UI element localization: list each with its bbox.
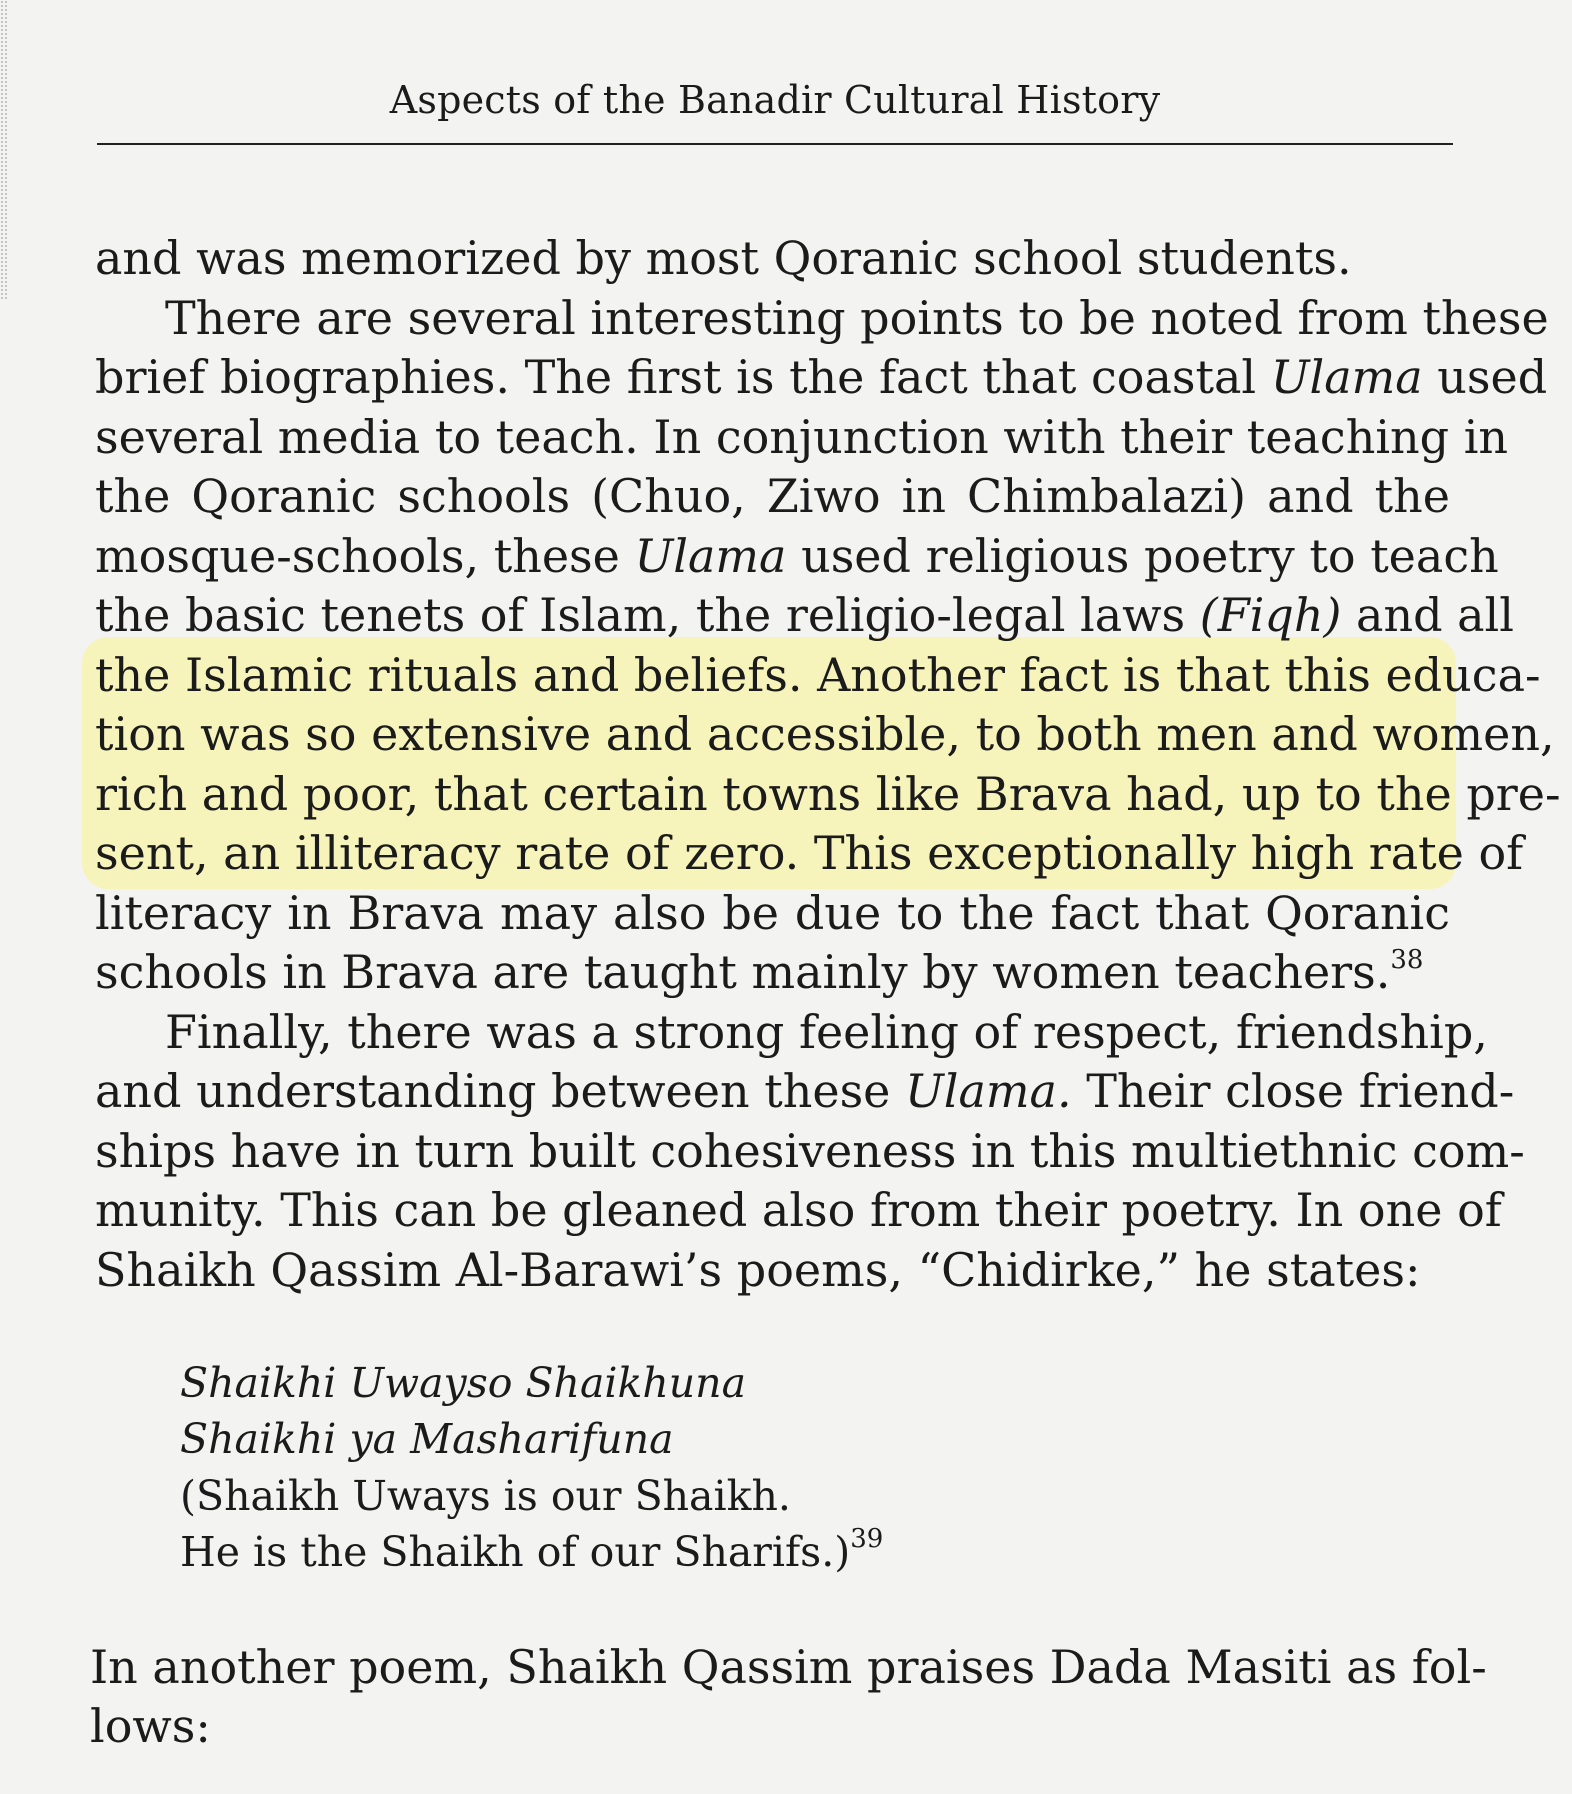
text-line (95, 942, 1450, 1002)
text-run: mosque-schools, these (95, 529, 635, 583)
header-rule (97, 143, 1453, 145)
text-line: several media to teach. In conjunction with their teaching in (95, 410, 1509, 464)
text-run: used religious poetry to teach (786, 529, 1499, 583)
text-line (95, 1061, 1515, 1121)
highlighted-line: tion was so extensive and accessible, to both men and women, (95, 707, 1555, 761)
italic-term: Ulama (1270, 350, 1423, 404)
highlighted-line: rich and poor, that certain towns like Brava had, up to the pre- (95, 767, 1561, 821)
text-run: and understanding between these (95, 1064, 906, 1118)
text-run: schools in Brava are taught mainly by women teachers. (95, 945, 1391, 999)
text-run: brief biographies. The first is the fact that coastal (95, 350, 1271, 404)
highlighted-line: the Islamic rituals and beliefs. Another fact is that this educa- (95, 648, 1541, 702)
verse-translation: (Shaikh Uways is our Shaikh. (180, 1472, 791, 1520)
text-line (95, 347, 1548, 407)
paragraph-start: There are several interesting points to be noted from these (165, 291, 1549, 345)
text-run: He is the Shaikh of our Sharifs.) (180, 1528, 851, 1576)
footnote-ref-38[interactable]: 38 (1390, 944, 1424, 975)
text-line: lows: (90, 1699, 211, 1753)
text-line: In another poem, Shaikh Qassim praises Dada Masiti as fol- (90, 1640, 1487, 1694)
italic-term: Ulama. (905, 1064, 1072, 1118)
highlighted-line: sent, an illiteracy rate of zero. This exceptionally high rate of (95, 826, 1524, 880)
text-line: the Qoranic schools (Chuo, Ziwo in Chimbalazi) and the (95, 469, 1450, 523)
italic-term: (Fiqh) (1199, 588, 1342, 642)
italic-term: Ulama (634, 529, 787, 583)
text-line (95, 526, 1499, 586)
text-run: the basic tenets of Islam, the religio-legal laws (95, 588, 1200, 642)
text-line: munity. This can be gleaned also from their poetry. In one of (95, 1183, 1502, 1237)
paragraph-start: Finally, there was a strong feeling of respect, friendship, (165, 1005, 1488, 1059)
text-line: and was memorized by most Qoranic school students. (95, 231, 1352, 285)
verse-line: Shaikhi ya Masharifuna (180, 1415, 674, 1463)
text-line: literacy in Brava may also be due to the fact that Qoranic (95, 886, 1450, 940)
text-line (95, 585, 1514, 645)
text-run: used (1422, 350, 1548, 404)
footnote-ref-39[interactable]: 39 (850, 1524, 884, 1555)
verse-translation (180, 1524, 883, 1580)
verse-line: Shaikhi Uwayso Shaikhuna (180, 1359, 747, 1407)
text-run: and all (1341, 588, 1514, 642)
text-line: ships have in turn built cohesiveness in this multiethnic com- (95, 1124, 1525, 1178)
running-head: Aspects of the Banadir Cultural History (389, 78, 1161, 122)
text-line: Shaikh Qassim Al-Barawi’s poems, “Chidirke,” he states: (95, 1243, 1421, 1297)
text-run: Their close friend- (1071, 1064, 1515, 1118)
